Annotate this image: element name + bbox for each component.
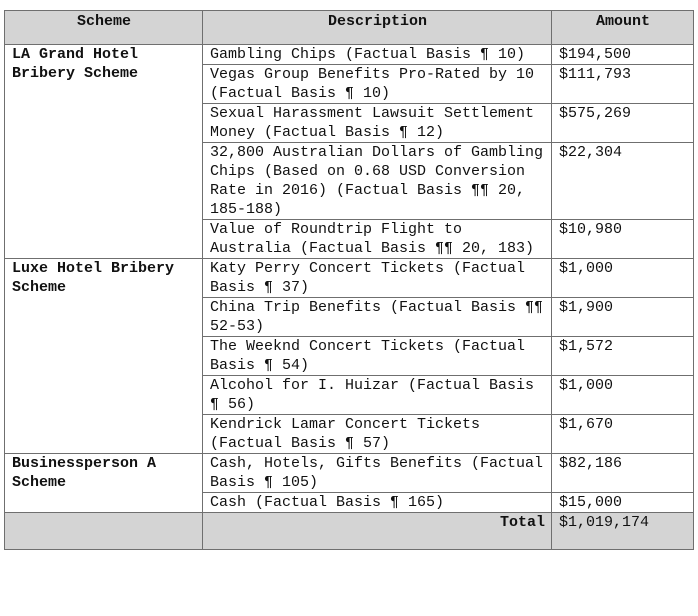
table-row	[5, 454, 694, 493]
total-amount: $1,019,174	[552, 513, 694, 550]
amount-cell: $1,000	[552, 376, 694, 415]
scheme-cell: LA Grand Hotel Bribery Scheme	[5, 45, 203, 259]
amount-cell: $15,000	[552, 493, 694, 513]
total-row	[5, 513, 694, 550]
amount-cell: $10,980	[552, 220, 694, 259]
description-cell: Kendrick Lamar Concert Tickets (Factual Basis ¶ 57)	[203, 415, 552, 454]
total-empty-cell	[5, 513, 203, 550]
description-cell: Gambling Chips (Factual Basis ¶ 10)	[203, 45, 552, 65]
description-cell: China Trip Benefits (Factual Basis ¶¶ 52-53)	[203, 298, 552, 337]
description-cell: Vegas Group Benefits Pro-Rated by 10 (Factual Basis ¶ 10)	[203, 65, 552, 104]
description-cell: Value of Roundtrip Flight to Australia (Factual Basis ¶¶ 20, 183)	[203, 220, 552, 259]
scheme-cell: Luxe Hotel Bribery Scheme	[5, 259, 203, 454]
total-label: Total	[203, 513, 552, 550]
table-row	[5, 45, 694, 65]
scheme-cell: Businessperson A Scheme	[5, 454, 203, 513]
description-cell: 32,800 Australian Dollars of Gambling Chips (Based on 0.68 USD Conversion Rate in 2016) (Factual Basis ¶¶ 20, 185-188)	[203, 143, 552, 220]
amount-cell: $575,269	[552, 104, 694, 143]
amount-cell: $1,900	[552, 298, 694, 337]
amount-cell: $1,670	[552, 415, 694, 454]
description-cell: Katy Perry Concert Tickets (Factual Basis ¶ 37)	[203, 259, 552, 298]
description-cell: Sexual Harassment Lawsuit Settlement Money (Factual Basis ¶ 12)	[203, 104, 552, 143]
description-cell: Cash (Factual Basis ¶ 165)	[203, 493, 552, 513]
amount-cell: $1,572	[552, 337, 694, 376]
description-cell: Alcohol for I. Huizar (Factual Basis ¶ 56)	[203, 376, 552, 415]
table-row	[5, 259, 694, 298]
amount-cell: $194,500	[552, 45, 694, 65]
column-header-amount: Amount	[552, 11, 694, 45]
amount-cell: $111,793	[552, 65, 694, 104]
description-cell: Cash, Hotels, Gifts Benefits (Factual Basis ¶ 105)	[203, 454, 552, 493]
column-header-scheme: Scheme	[5, 11, 203, 45]
bribery-schemes-table	[4, 10, 694, 550]
header-row	[5, 11, 694, 45]
column-header-description: Description	[203, 11, 552, 45]
description-cell: The Weeknd Concert Tickets (Factual Basis ¶ 54)	[203, 337, 552, 376]
amount-cell: $22,304	[552, 143, 694, 220]
amount-cell: $82,186	[552, 454, 694, 493]
amount-cell: $1,000	[552, 259, 694, 298]
